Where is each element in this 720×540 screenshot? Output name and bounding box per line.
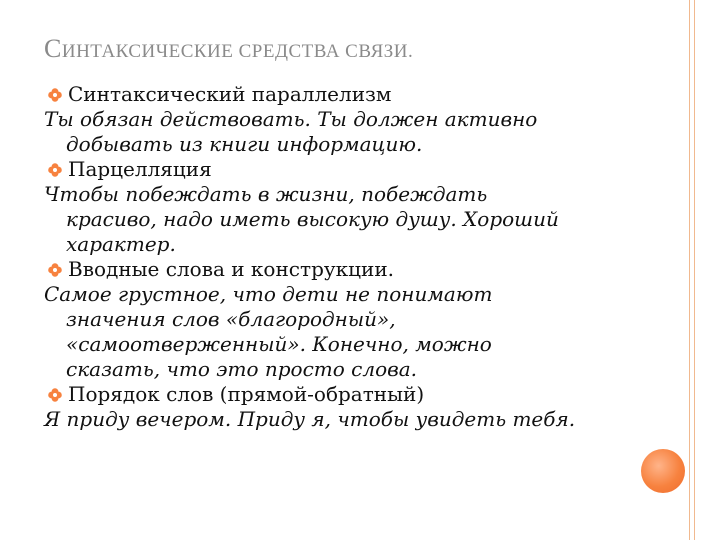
title-initial: С: [44, 34, 62, 63]
example-line: Самое грустное, что дети не понимают: [44, 282, 493, 306]
flower-bullet-icon: [48, 88, 62, 102]
flower-bullet-icon: [48, 163, 62, 177]
decorative-rule-right: [694, 0, 695, 540]
example-line: добывать из книги информацию.: [66, 132, 423, 156]
example-line: Чтобы побеждать в жизни, побеждать: [44, 182, 488, 206]
example-line: «самоотверженный». Конечно, можно: [66, 332, 492, 356]
bullet-text: Порядок слов (прямой-обратный): [68, 382, 425, 406]
flower-bullet-icon: [48, 388, 62, 402]
decorative-rule-left: [689, 0, 690, 540]
bullet-text: Вводные слова и конструкции.: [68, 257, 395, 281]
title-rest: ИНТАКСИЧЕСКИЕ СРЕДСТВА СВЯЗИ.: [61, 41, 414, 62]
example-line: Ты обязан действовать. Ты должен активно: [44, 107, 538, 131]
example-line: сказать, что это просто слова.: [66, 357, 418, 381]
decorative-orange-circle: [641, 449, 685, 493]
example-line: красиво, надо иметь высокую душу. Хороший: [66, 207, 559, 231]
flower-bullet-icon: [48, 263, 62, 277]
example-line: характер.: [66, 232, 176, 256]
example-line: значения слов «благородный»,: [66, 307, 396, 331]
example-line: Я приду вечером. Приду я, чтобы увидеть тебя.: [44, 407, 576, 431]
slide-title: [44, 34, 413, 64]
bullet-text: Парцелляция: [68, 157, 212, 181]
bullet-text: Синтаксический параллелизм: [68, 82, 392, 106]
